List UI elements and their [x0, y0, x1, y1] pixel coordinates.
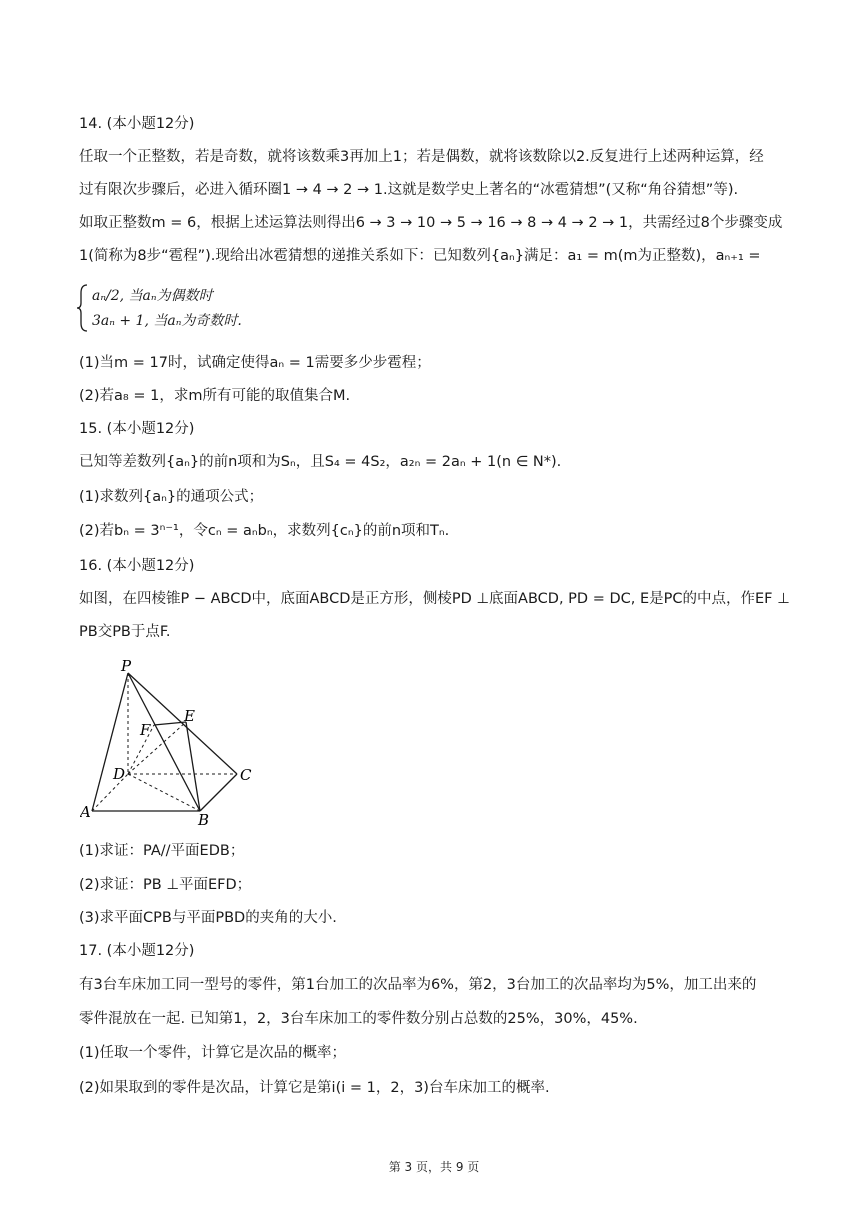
q14-header: 14. (本小题12分): [79, 116, 195, 132]
label-e: E: [184, 707, 195, 725]
q16-line-1: 如图，在四棱锥P − ABCD中，底面ABCD是正方形，侧棱PD ⊥底面ABCD, PD = DC, E是PC的中点，作EF ⊥: [79, 591, 790, 607]
page-footer: 第 3 页，共 9 页: [388, 1160, 480, 1174]
label-c: C: [240, 766, 252, 784]
label-a: A: [80, 803, 91, 821]
label-f: F: [140, 721, 151, 739]
label-d: D: [113, 765, 126, 783]
q17-line-1: 有3台车床加工同一型号的零件，第1台加工的次品率为6%，第2，3台加工的次品率均为5%，加工出来的: [79, 977, 757, 993]
q16-part-2: (2)求证：PB ⊥平面EFD；: [79, 877, 252, 893]
q15-part-2: (2)若bₙ = 3ⁿ⁻¹，令cₙ = aₙbₙ，求数列{cₙ}的前n项和Tₙ.: [79, 523, 450, 539]
q17-part-1: (1)任取一个零件，计算它是次品的概率；: [79, 1045, 347, 1061]
q16-part-1: (1)求证：PA//平面EDB；: [79, 843, 245, 859]
q17-line-2: 零件混放在一起. 已知第1，2，3台车床加工的零件数分别占总数的25%，30%，45%.: [79, 1011, 638, 1027]
label-p: P: [121, 657, 132, 675]
edge-pa: [92, 673, 128, 811]
piecewise-case-odd: 3aₙ + 1, 当aₙ为奇数时.: [92, 313, 242, 329]
q14-line-1: 任取一个正整数，若是奇数，就将该数乘3再加上1；若是偶数，就将该数除以2.反复进行上述两种运算，经: [79, 149, 764, 165]
q17-header: 17. (本小题12分): [79, 943, 195, 959]
q16-line-2: PB交PB于点F.: [79, 624, 171, 640]
q15-part-1: (1)求数列{aₙ}的通项公式；: [79, 489, 264, 505]
edge-db: [128, 774, 200, 811]
edge-bc: [200, 774, 237, 811]
label-b: B: [198, 811, 210, 829]
q16-part-3: (3)求平面CPB与平面PBD的夹角的大小.: [79, 910, 337, 926]
q14-line-3: 如取正整数m = 6，根据上述运算法则得出6 → 3 → 10 → 5 → 16 → 8 → 4 → 2 → 1，共需经过8个步骤变成: [79, 215, 783, 231]
q14-line-4: 1(简称为8步“雹程”).现给出冰雹猜想的递推关系如下：已知数列{aₙ}满足：a₁ = m(m为正整数)，aₙ₊₁ =: [79, 248, 761, 264]
pyramid-figure: [80, 655, 270, 830]
piecewise-brace: [76, 283, 90, 333]
q15-header: 15. (本小题12分): [79, 421, 195, 437]
q14-line-2: 过有限次步骤后，必进入循环圈1 → 4 → 2 → 1.这就是数学史上著名的“冰雹猜想”(又称“角谷猜想”等).: [79, 182, 739, 198]
q17-part-2: (2)如果取到的零件是次品，计算它是第i(i = 1，2，3)台车床加工的概率.: [79, 1080, 550, 1096]
q16-header: 16. (本小题12分): [79, 558, 195, 574]
q14-part-1: (1)当m = 17时，试确定使得aₙ = 1需要多少步雹程；: [79, 355, 431, 371]
q15-line-1: 已知等差数列{aₙ}的前n项和为Sₙ，且S₄ = 4S₂，a₂ₙ = 2aₙ + 1(n ∈ N*).: [79, 454, 562, 470]
piecewise-case-even: aₙ/2, 当aₙ为偶数时: [92, 288, 213, 304]
q14-part-2: (2)若a₈ = 1，求m所有可能的取值集合M.: [79, 388, 351, 404]
edge-fe: [154, 722, 186, 725]
